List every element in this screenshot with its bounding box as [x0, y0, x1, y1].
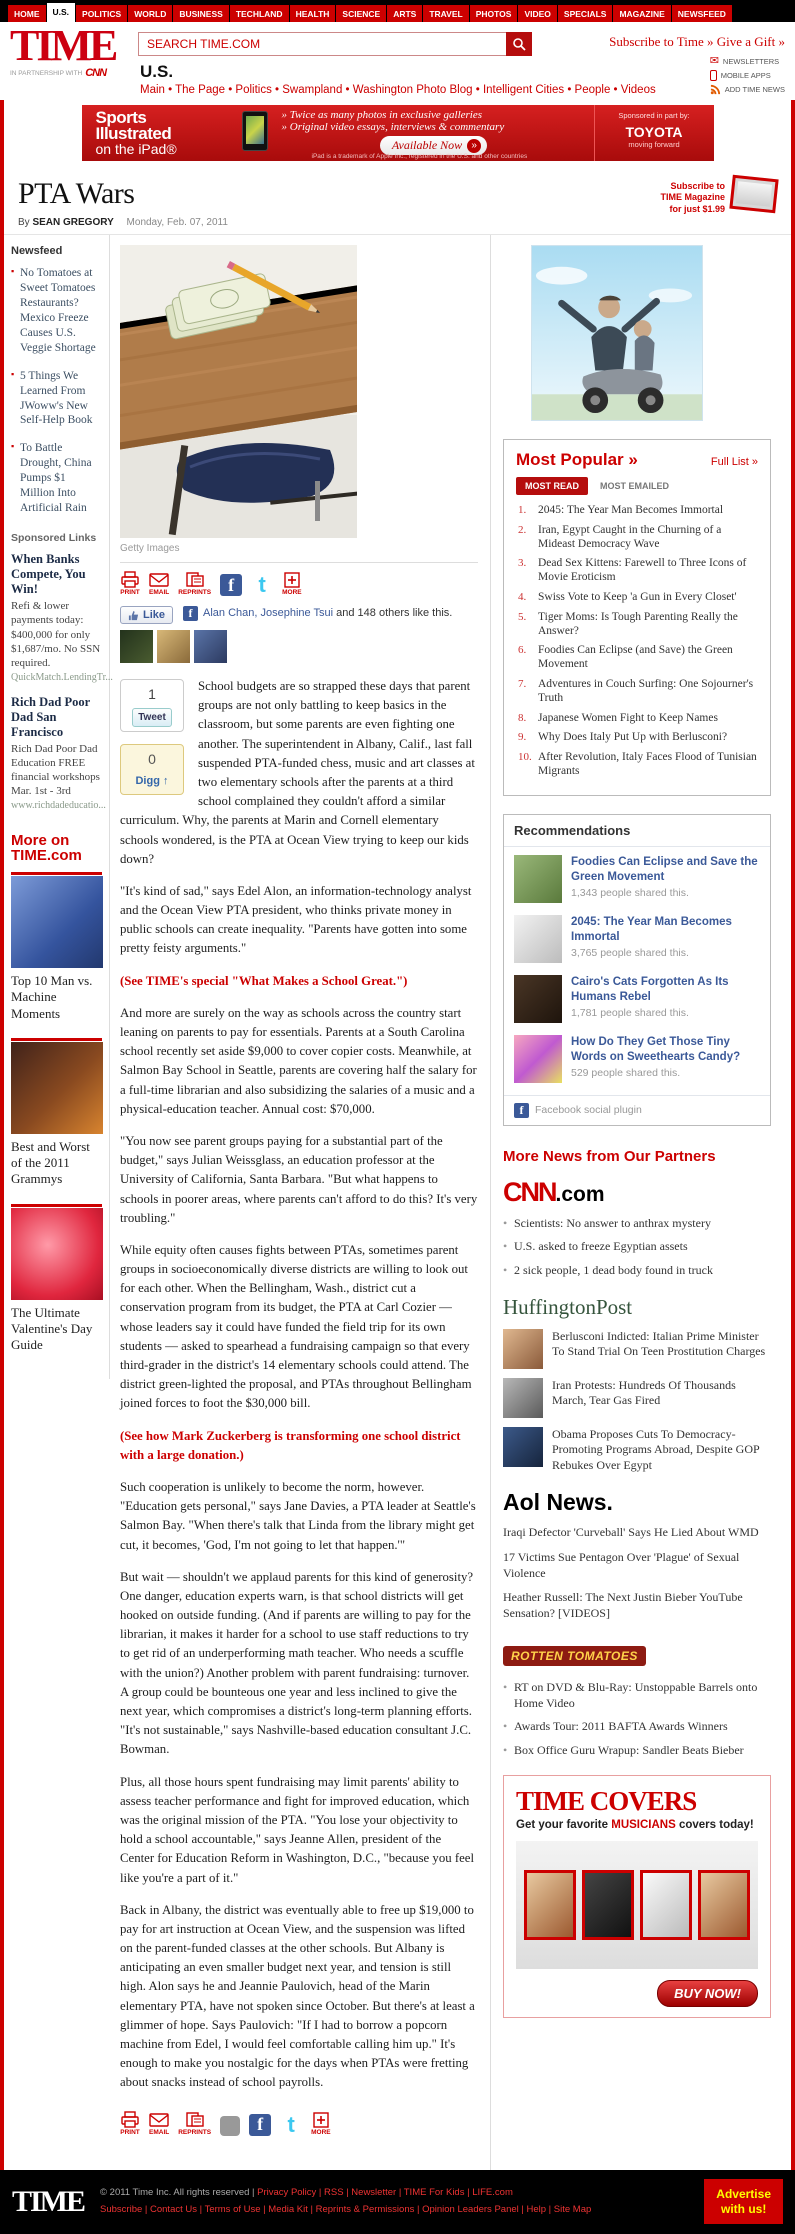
paragraph: And more are surely on the way as schools across the country start leaning on parents to pay for essentials. Parents at a South Carolina school recently set aside $9,000 to cover copier costs. Meanwhile, at Salmon Bay School in Seattle, parents are covering half the salary for a full-time librarian and also subsidizing the salaries of a music and a physical-education teacher. Annual cost: $70,000.: [120, 1005, 477, 1116]
partners-title: More News from Our Partners: [503, 1147, 716, 1165]
article-column: [110, 235, 491, 2170]
avatar[interactable]: [157, 630, 190, 663]
page-title: PTA Wars: [18, 177, 135, 210]
ipad-image: [242, 111, 268, 151]
facebook-plugin-footer: f Facebook social plugin: [504, 1095, 770, 1125]
print-button[interactable]: PRINT: [120, 571, 140, 596]
paragraph: Back in Albany, the district was eventually able to free up $19,000 to pay for art instruction at Ocean View, and the suspension was lifted on the parent-funded classes at the other schools. But Albany is anticipating an even smaller budget next year, and tension is still high. Alon says he and Jeannie Paulovich, head of the Marin elementary PTA, have not spoken since October. But there's at least a glimmer of hope. Says Paulovich: "If I had to borrow a popcorn machine from Edel, I would feel comfortable calling him up." It's enough to make you nostalgic for the days when PTAs were fretting about snacks instead of school payrolls.: [120, 1902, 475, 2090]
digg-count: 0: [148, 751, 156, 767]
paragraph: But wait — shouldn't we applaud parents for this kind of generosity? One danger, education experts warn, is that school districts will get hooked on outside funding. (And if parents are willing to pay for the librarian, it makes it harder for a school to use staff reductions to try to get rid of an underperforming math teacher. Who needs a scuffle with the union?) Another problem with parent fundraising: turnover. A group could be bounteous one year and less inclined to give the next year, which compromises a district's long-term planning efforts. "It's not sustainable," says Nashville-based education consultant J.C. Bowman.: [120, 1569, 474, 1757]
tab-arts[interactable]: ARTS: [387, 5, 422, 22]
more-share-button[interactable]: MORE: [282, 572, 302, 596]
sidebar-advertisement[interactable]: [531, 245, 703, 421]
tab-video[interactable]: VIDEO: [518, 5, 556, 22]
printer-icon: [120, 571, 140, 588]
digg-widget[interactable]: [120, 744, 184, 795]
newsfeed-title: Newsfeed: [11, 245, 63, 257]
paragraph: Such cooperation is unlikely to become the norm, however. "Education gets personal," says Jane Davies, a PTA leader at Seattle's Salmon Bay. "When there's talk that Linda from the library might get cut, it becomes, 'God, I'm not going to let that happen.'": [120, 1479, 476, 1552]
thumbnail-image: [514, 915, 562, 963]
right-sidebar: [491, 235, 791, 2042]
site-footer: [0, 2170, 795, 2234]
paragraph: School budgets are so strapped these days that parent groups are not only battling to keep basics in the classroom, but some parents are even fighting one another. The superintendent in Albany, Calif., last fall suspended PTA-funded chess, music and art classes at two elementary schools after the parents at a third school complained they couldn't afford a similar curriculum. Why, the parents at Marin and Cornell elementary schools wondered, is the PTA at Ocean View trying to keep our kids down?: [120, 679, 475, 866]
section-title: U.S.: [140, 62, 174, 81]
list-item[interactable]: Iran, Egypt Caught in the Churning of a Mideast Democracy Wave: [538, 523, 722, 550]
more-on-time-item[interactable]: The Ultimate Valentine's Day Guide: [11, 1204, 102, 1354]
search-bar: [138, 32, 532, 56]
aol-news-logo[interactable]: Aol News.: [503, 1489, 613, 1516]
tab-politics[interactable]: POLITICS: [76, 5, 127, 22]
email-icon: [149, 2111, 169, 2128]
partner-headline[interactable]: • RT on DVD & Blu-Ray: Unstoppable Barrels onto Home Video: [503, 1680, 771, 1711]
subscribe-promo[interactable]: Subscribe to TIME Magazine for just $1.99: [660, 177, 777, 228]
buy-now-button[interactable]: BUY NOW!: [657, 1980, 758, 2007]
plus-icon: [313, 2112, 329, 2128]
reprints-icon: [185, 2111, 205, 2128]
full-list-link[interactable]: Full List »: [710, 456, 758, 468]
list-item[interactable]: After Revolution, Italy Faces Flood of Tunisian Migrants: [538, 751, 757, 777]
list-item[interactable]: Dead Sex Kittens: Farewell to Three Icons of Movie Eroticism: [538, 557, 747, 584]
utility-links: [710, 56, 785, 98]
author-name[interactable]: SEAN GREGORY: [32, 217, 114, 228]
email-button[interactable]: EMAIL: [149, 2111, 169, 2136]
article-photo: [120, 245, 357, 538]
list-item[interactable]: Adventures in Couch Surfing: One Sojourner's Truth: [538, 677, 754, 704]
newsfeed-item[interactable]: ▪ 5 Things We Learned From JWoww's New Self-Help Book: [11, 369, 102, 429]
social-widgets: [120, 679, 184, 795]
toyota-tagline: moving forward: [628, 140, 680, 149]
thumbnail-image: [503, 1329, 543, 1369]
most-popular-box: [503, 439, 771, 796]
recommendations-title: Recommendations: [504, 815, 770, 847]
partner-headline[interactable]: 17 Victims Sue Pentagon Over 'Plague' of Sexual Violence: [503, 1549, 740, 1580]
tab-most-emailed[interactable]: MOST EMAILED: [600, 481, 669, 491]
thumbnail-image: [514, 855, 562, 903]
publish-date: Monday, Feb. 07, 2011: [126, 217, 228, 228]
rotten-tomatoes-logo[interactable]: ROTTEN TOMATOES: [503, 1646, 646, 1666]
time-covers-ad[interactable]: [503, 1775, 771, 2018]
partner-headline[interactable]: Iraqi Defector 'Curveball' Says He Lied About WMD: [503, 1525, 759, 1540]
avatar[interactable]: [194, 630, 227, 663]
more-on-time-title: More on TIME.com: [11, 831, 82, 865]
list-item[interactable]: Swiss Vote to Keep 'a Gun in Every Closet': [538, 590, 737, 603]
partner-headline[interactable]: • 2 sick people, 1 dead body found in truck: [503, 1263, 771, 1279]
partner-headline[interactable]: Berlusconi Indicted: Italian Prime Minister To Stand Trial On Teen Prostitution Charges: [503, 1329, 771, 1369]
partner-headline[interactable]: • Box Office Guru Wrapup: Sandler Beats Bieber: [503, 1743, 771, 1759]
like-button[interactable]: Like: [120, 606, 173, 624]
content-columns: [4, 235, 791, 2170]
copyright: © 2011 Time Inc. All rights reserved |: [100, 2187, 255, 2199]
tab-newsfeed[interactable]: NEWSFEED: [672, 5, 732, 22]
tab-us[interactable]: U.S.: [47, 3, 76, 22]
partner-headline[interactable]: • Awards Tour: 2011 BAFTA Awards Winners: [503, 1719, 771, 1735]
share-toolbar-bottom: [120, 2111, 478, 2136]
content-frame: [0, 100, 795, 2170]
magazine-cover: [698, 1870, 750, 1940]
partner-headline[interactable]: • U.S. asked to freeze Egyptian assets: [503, 1239, 771, 1255]
section-sublinks[interactable]: Main • The Page • Politics • Swampland • Washington Photo Blog • Intelligent Cities • People • Videos: [140, 84, 656, 96]
magazine-cover-thumb: [729, 175, 778, 214]
facebook-icon: f: [514, 1103, 529, 1118]
rss-icon: [710, 84, 721, 95]
envelope-icon: ✉: [709, 55, 719, 67]
tab-magazine[interactable]: MAGAZINE: [613, 5, 670, 22]
facebook-icon: f: [183, 606, 198, 621]
article-header: [4, 169, 791, 235]
email-icon: [149, 571, 169, 588]
digg-arrow-icon: ↑: [163, 775, 169, 787]
newsfeed-item[interactable]: ▪ No Tomatoes at Sweet Tomatoes Restaurants? Mexico Freeze Causes U.S. Veggie Shortage: [11, 266, 102, 356]
huffington-post-logo[interactable]: HuffingtonPost: [503, 1294, 633, 1319]
liker-avatars: [120, 630, 478, 663]
sponsored-links-title: Sponsored Links: [11, 532, 97, 545]
most-popular-title[interactable]: Most Popular »: [516, 450, 638, 469]
facebook-like-row: [120, 606, 478, 624]
magazine-cover: [640, 1870, 692, 1940]
partner-headline[interactable]: Obama Proposes Cuts To Democracy-Promoting Programs Abroad, Despite GOP Rebukes Over Egypt: [503, 1427, 771, 1474]
tab-business[interactable]: BUSINESS: [173, 5, 228, 22]
related-link[interactable]: (See how Mark Zuckerberg is transforming one school district with a large donation.): [120, 1428, 461, 1462]
tweet-widget[interactable]: [120, 679, 184, 732]
tab-science[interactable]: SCIENCE: [336, 5, 386, 22]
related-link[interactable]: (See TIME's special "What Makes a School Great."): [120, 973, 408, 988]
site-header: [0, 22, 795, 100]
reprints-button[interactable]: REPRINTS: [178, 571, 211, 596]
left-sidebar: [4, 235, 113, 1379]
partner-headline[interactable]: • Scientists: No answer to anthrax mystery: [503, 1216, 771, 1232]
mobile-apps-link[interactable]: MOBILE APPS: [710, 70, 785, 81]
print-button[interactable]: PRINT: [120, 2111, 140, 2136]
footer-links-row1[interactable]: Privacy Policy | RSS | Newsletter | TIME For Kids | LIFE.com: [257, 2187, 513, 2199]
tab-techland[interactable]: TECHLAND: [230, 5, 289, 22]
covers-collage: [516, 1841, 758, 1969]
plus-icon: [284, 572, 300, 588]
tab-health[interactable]: HEALTH: [290, 5, 336, 22]
digg-button[interactable]: Digg ↑: [135, 775, 169, 787]
subscribe-link[interactable]: Subscribe to Time »: [609, 34, 714, 49]
list-item[interactable]: Tiger Moms: Is Tough Parenting Really the Answer?: [538, 610, 738, 637]
tab-photos[interactable]: PHOTOS: [470, 5, 518, 22]
byline: By SEAN GREGORY Monday, Feb. 07, 2011: [18, 217, 228, 228]
more-share-button[interactable]: MORE: [311, 2112, 331, 2136]
list-item[interactable]: Foodies Can Eclipse (and Save) the Green Movement: [538, 644, 733, 671]
thumbnail-image: [11, 1042, 103, 1134]
covers-tagline: Get your favorite MUSICIANS covers today!: [516, 1818, 754, 1831]
list-item[interactable]: Japanese Women Fight to Keep Names: [538, 711, 718, 724]
banner-bullet-2: » Original video essays, interviews & commentary: [281, 121, 505, 133]
most-popular-list: [516, 504, 758, 779]
magazine-cover: [524, 1870, 576, 1940]
newsfeed-item[interactable]: ▪ To Battle Drought, China Pumps $1 Million Into Artificial Rain: [11, 441, 102, 516]
magazine-cover: [582, 1870, 634, 1940]
more-on-time-item[interactable]: Best and Worst of the 2011 Grammys: [11, 1038, 102, 1188]
time-logo[interactable]: TIME: [10, 21, 116, 70]
sponsored-ad[interactable]: When Banks Compete, You Win! Refi & lower payments today: $400,000 for only $1,687/mo. No SSN required. QuickMatch.LendingTr...: [11, 552, 113, 683]
recommendation[interactable]: Foodies Can Eclipse and Save the Green Movement 1,343 people shared this.: [504, 847, 770, 907]
tab-home[interactable]: HOME: [8, 5, 46, 22]
banner-bullet-1: » Twice as many photos in exclusive galleries: [281, 109, 483, 121]
thumbnail-image: [11, 1208, 103, 1300]
photo-credit: Getty Images: [120, 543, 478, 563]
search-icon: [512, 37, 526, 51]
sponsored-by-label: Sponsored in part by:: [618, 111, 690, 120]
banner-advertisement[interactable]: Sports Illustrated on the iPad® » Twice as many photos in exclusive galleries » Original video essays, interviews & commentary Available Now » Sponsored in part by: TOYOTA moving forward iPad is a trademark of Apple Inc., registered in the U.S. and other countries: [82, 105, 714, 161]
si-brand: Sports: [95, 108, 147, 127]
email-button[interactable]: EMAIL: [149, 571, 169, 596]
paragraph: While equity often causes fights between PTAs, sometimes parent groups in socioeconomically diverse districts are willing to look out for each other. When the Bellingham, Wash., district cut a conservation program from its budget, the PTA at Carl Cozier — whose leaders say it could have funded the field trip for its own students — asked to spearhead a fundraising campaign so that every third-grader in the district's 14 elementary schools could attend. The district green-lighted the proposal, and PTAs throughout Bellingham joined forces to foot the $30,000 bill.: [120, 1242, 472, 1411]
thumbnail-image: [503, 1378, 543, 1418]
search-button[interactable]: [506, 32, 532, 56]
banner-disclaimer: iPad is a trademark of Apple Inc., registered in the U.S. and other countries: [311, 153, 528, 160]
recommendation[interactable]: How Do They Get Those Tiny Words on Sweethearts Candy? 529 people shared this.: [504, 1027, 770, 1087]
facebook-share-icon[interactable]: [249, 2114, 271, 2136]
digg-share-icon[interactable]: [220, 2116, 240, 2136]
partner-headline[interactable]: Iran Protests: Hundreds Of Thousands March, Tear Gas Fired: [503, 1378, 771, 1418]
search-input[interactable]: [138, 32, 506, 56]
tweet-count: 1: [148, 686, 156, 702]
tab-specials[interactable]: SPECIALS: [558, 5, 613, 22]
article-body: [120, 677, 478, 2093]
share-toolbar: [120, 571, 478, 596]
recommendation[interactable]: 2045: The Year Man Becomes Immortal 3,765 people shared this.: [504, 907, 770, 967]
tab-world[interactable]: WORLD: [128, 5, 172, 22]
recommendations-box: [503, 814, 771, 1126]
more-on-time-item[interactable]: Top 10 Man vs. Machine Moments: [11, 872, 102, 1022]
tab-most-read[interactable]: MOST READ: [516, 477, 588, 495]
paragraph: "It's kind of sad," says Edel Alon, an information-technology analyst and the Ocean View PTA president, who thinks private money in public schools can create inequality. "Parents have gotten into some pretty feisty arguments.": [120, 883, 472, 956]
tab-travel[interactable]: TRAVEL: [423, 5, 468, 22]
avatar[interactable]: [120, 630, 153, 663]
reprints-icon: [185, 571, 205, 588]
paragraph: "You now see parent groups paying for a substantial part of the budget," says Julian Weissglass, an education professor at the University of California, Santa Barbara. "But what happens to schools in poorer areas, where parents can't afford to do this? It's very troubling.": [120, 1133, 478, 1225]
thumbnail-image: [503, 1427, 543, 1467]
reprints-button[interactable]: REPRINTS: [178, 2111, 211, 2136]
list-item[interactable]: Why Does Italy Put Up with Berlusconi?: [538, 731, 728, 744]
toyota-logo[interactable]: TOYOTA: [625, 124, 683, 140]
advertise-button[interactable]: Advertise with us!: [704, 2179, 783, 2224]
tweet-button[interactable]: Tweet: [132, 708, 172, 727]
add-time-news-link[interactable]: ADD TIME NEWS: [710, 84, 785, 95]
phone-icon: [710, 70, 717, 81]
paragraph: Plus, all those hours spent fundraising may limit parents' ability to assess teacher performance and fight for improved education, which was the original mission of the PTA. "You lose your objectivity to hold a school accountable," says Jeanne Allen, president of the Center for Education Reform in Washington, D.C., "because you feel like you're a part of it.": [120, 1774, 475, 1885]
newsletters-link[interactable]: ✉ NEWSLETTERS: [709, 55, 780, 67]
thumbnail-image: [514, 1035, 562, 1083]
twitter-share-icon[interactable]: [251, 574, 273, 596]
thumbnail-image: [11, 876, 103, 968]
sponsored-ad[interactable]: Rich Dad Poor Dad San Francisco Rich Dad Poor Dad Education FREE financial workshops Mar. 1st - 3rd www.richdadeducatio...: [11, 694, 106, 811]
top-nav: [0, 0, 795, 22]
printer-icon: [120, 2111, 140, 2128]
like-summary: Alan Chan, Josephine Tsui and 148 others like this.: [203, 607, 453, 619]
give-gift-link[interactable]: Give a Gift »: [716, 34, 785, 49]
partner-headline[interactable]: Heather Russell: The Next Justin Bieber YouTube Sensation? [VIDEOS]: [503, 1590, 743, 1620]
twitter-share-icon[interactable]: [280, 2114, 302, 2136]
list-item[interactable]: 2045: The Year Man Becomes Immortal: [538, 504, 724, 516]
arrow-icon: »: [467, 139, 481, 153]
recommendation[interactable]: Cairo's Cats Forgotten As Its Humans Rebel 1,781 people shared this.: [504, 967, 770, 1027]
thumbnail-image: [514, 975, 562, 1023]
time-covers-title: TIME COVERS: [516, 1785, 697, 1816]
thumb-up-icon: [128, 610, 139, 621]
cnn-logo-small[interactable]: CNN: [85, 67, 107, 80]
facebook-share-icon[interactable]: [220, 574, 242, 596]
partnership-label: IN PARTNERSHIP WITH: [10, 69, 83, 77]
cnn-logo[interactable]: CNN .com: [503, 1176, 605, 1207]
available-now-button[interactable]: Available Now »: [380, 136, 487, 155]
footer-links-row2[interactable]: Subscribe | Contact Us | Terms of Use | Media Kit | Reprints & Permissions | Opinion Leaders Panel | Help | Site Map: [100, 2203, 592, 2215]
footer-time-logo[interactable]: TIME: [12, 2184, 85, 2218]
